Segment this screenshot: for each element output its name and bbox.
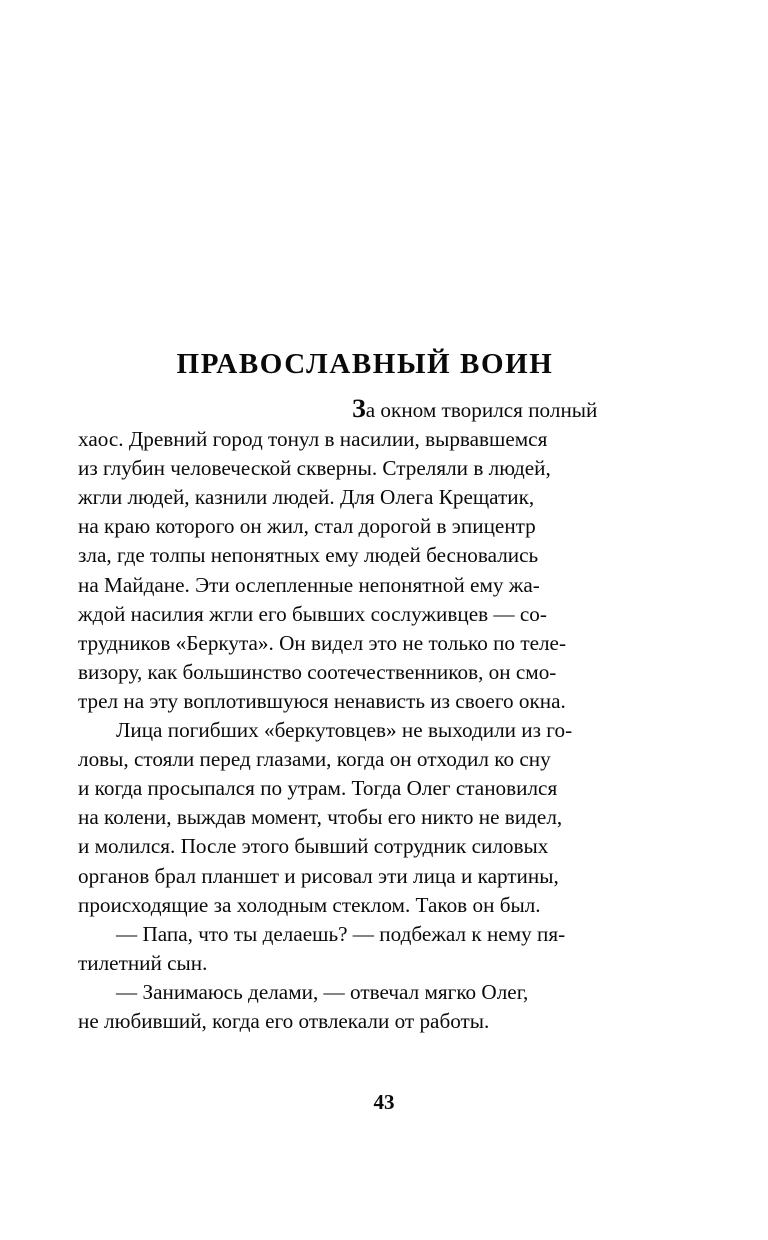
paragraph-4 <box>78 978 652 1036</box>
paragraph-line: органов брал планшет и рисовал эти лица и картины, <box>78 863 559 888</box>
page-title: ПРАВОСЛАВНЫЙ ВОИН <box>176 348 554 381</box>
paragraph-line: ждой насилия жгли его бывших сослуживцев — со- <box>78 601 547 626</box>
paragraph-line: происходящие за холодным стеклом. Таков он был. <box>78 892 541 917</box>
paragraph-line: — Папа, что ты делаешь? — подбежал к нему пя- <box>116 921 566 946</box>
paragraph-line: ловы, стояли перед глазами, когда он отходил ко сну <box>78 747 551 772</box>
paragraph-line: Лица погибших «беркутовцев» не выходили из го- <box>116 718 573 743</box>
paragraph-line: и молился. После этого бывший сотрудник силовых <box>78 834 549 859</box>
paragraph-line-text: а окном творился полный <box>365 398 598 422</box>
drop-cap: З <box>352 394 366 423</box>
paragraph-line: хаос. Древний город тонул в насилии, вырвавшемся <box>78 427 548 452</box>
paragraph-line <box>78 396 652 425</box>
paragraph-line: — Занимаюсь делами, — отвечал мягко Олег, <box>116 979 529 1004</box>
paragraph-line: не любивший, когда его отвлекали от работы. <box>78 1008 490 1033</box>
paragraph-line: тилетний сын. <box>78 950 208 975</box>
paragraph-line: трел на эту воплотившуюся ненависть из своего окна. <box>78 688 566 713</box>
paragraph-line: трудников «Беркута». Он видел это не только по теле- <box>78 630 567 655</box>
paragraph-line: на краю которого он жил, стал дорогой в эпицентр <box>78 514 536 539</box>
paragraph-line: на колени, выждав момент, чтобы его никто не видел, <box>78 805 563 830</box>
paragraph-line: визору, как большинство соотечественников, он смо- <box>78 659 557 684</box>
paragraph-line: на Майдане. Эти ослепленные непонятной ему жа- <box>78 572 540 597</box>
body-text-block <box>78 396 652 1036</box>
paragraph-1 <box>78 396 652 716</box>
paragraph-3 <box>78 920 652 978</box>
paragraph-line: из глубин человеческой скверны. Стреляли в людей, <box>78 456 551 481</box>
paragraph-line: зла, где толпы непонятных ему людей бесновались <box>78 543 539 568</box>
paragraph-2 <box>78 716 652 920</box>
page-number: 43 <box>373 1090 395 1114</box>
paragraph-line: жгли людей, казнили людей. Для Олега Крещатик, <box>78 485 535 510</box>
paragraph-line: и когда просыпался по утрам. Тогда Олег становился <box>78 776 558 801</box>
